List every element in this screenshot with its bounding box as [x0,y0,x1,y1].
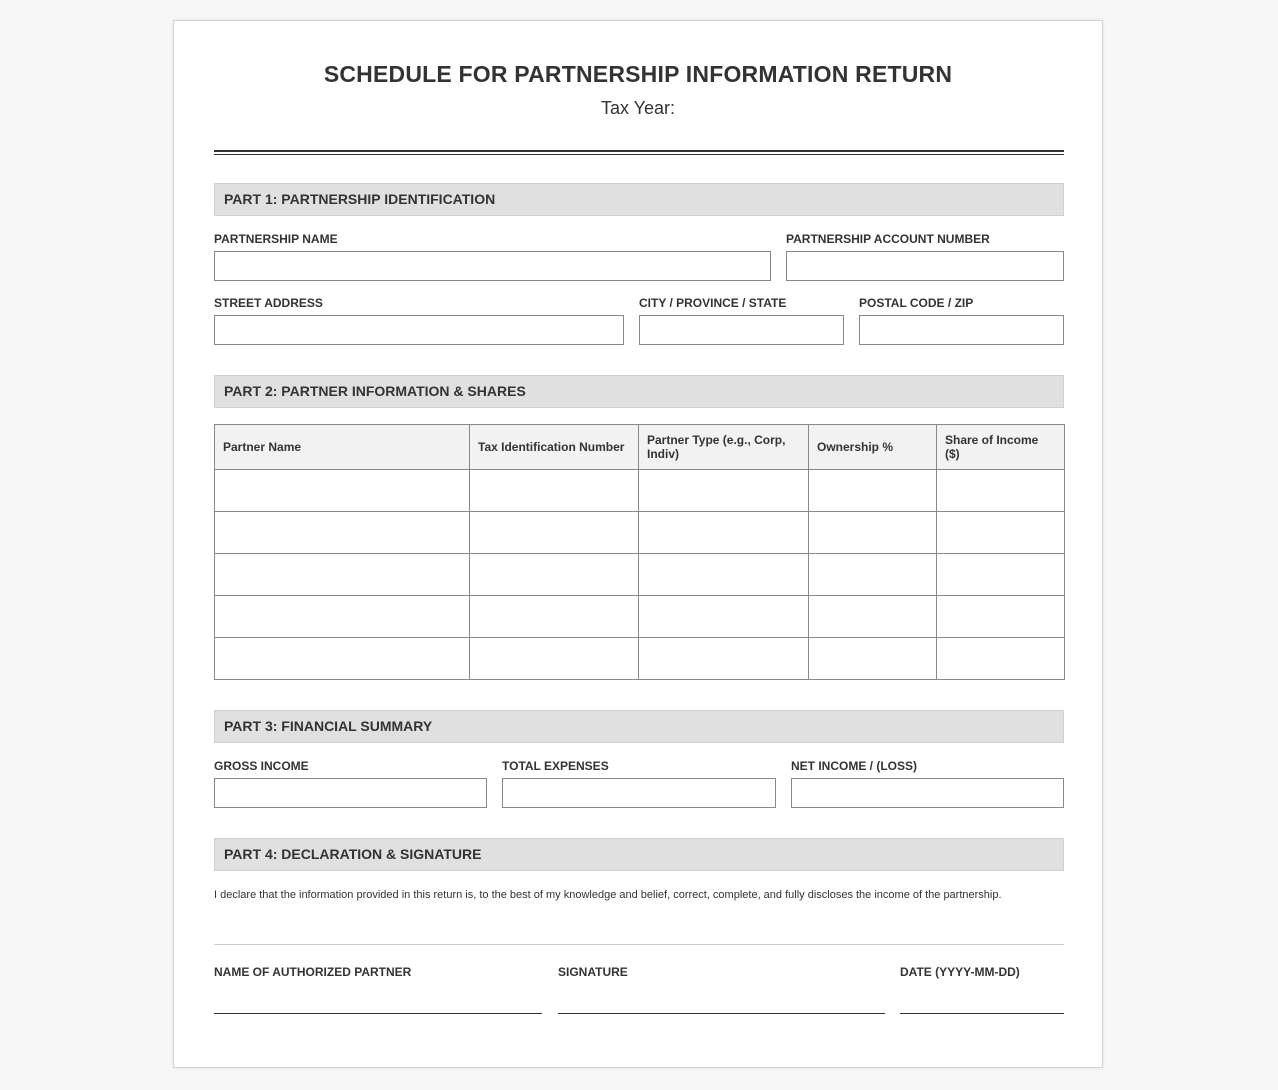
authorized-partner-name-line[interactable] [214,1013,542,1014]
table-row [215,638,1065,680]
table-cell[interactable] [639,512,809,554]
city-label: CITY / PROVINCE / STATE [639,296,787,310]
partnership-name-label: PARTNERSHIP NAME [214,232,338,246]
column-header-partner-type: Partner Type (e.g., Corp, Indiv) [639,425,809,470]
table-cell[interactable] [809,512,937,554]
signature-label: SIGNATURE [558,965,628,979]
account-number-field[interactable] [786,251,1064,281]
postal-code-label: POSTAL CODE / ZIP [859,296,974,310]
table-cell[interactable] [937,512,1065,554]
section-header-part2: PART 2: PARTNER INFORMATION & SHARES [214,375,1064,408]
signature-line[interactable] [558,1013,885,1014]
gross-income-field[interactable] [214,778,487,808]
header-double-rule [214,150,1064,155]
net-income-label: NET INCOME / (LOSS) [791,759,917,773]
tax-year-label: Tax Year: [600,98,676,118]
account-number-label: PARTNERSHIP ACCOUNT NUMBER [786,232,990,246]
table-row [215,554,1065,596]
city-field[interactable] [639,315,844,345]
table-row [215,596,1065,638]
table-cell[interactable] [215,512,470,554]
street-address-field[interactable] [214,315,624,345]
table-cell[interactable] [470,638,639,680]
table-cell[interactable] [639,470,809,512]
table-cell[interactable] [937,596,1065,638]
declaration-text: I declare that the information provided in this return is, to the best of my knowledge and belief, correct, complete, and fully discloses the income of the partnership. [214,889,1002,901]
total-expenses-label: TOTAL EXPENSES [502,759,609,773]
section-header-part1: PART 1: PARTNERSHIP IDENTIFICATION [214,183,1064,216]
gross-income-label: GROSS INCOME [214,759,309,773]
table-cell[interactable] [639,596,809,638]
table-cell[interactable] [809,596,937,638]
table-cell[interactable] [215,596,470,638]
partnership-name-field[interactable] [214,251,771,281]
date-label: DATE (YYYY-MM-DD) [900,965,1020,979]
table-cell[interactable] [639,638,809,680]
authorized-partner-name-label: NAME OF AUTHORIZED PARTNER [214,965,412,979]
column-header-tin: Tax Identification Number [470,425,639,470]
net-income-field[interactable] [791,778,1064,808]
table-cell[interactable] [809,638,937,680]
table-row [215,512,1065,554]
table-cell[interactable] [639,554,809,596]
form-sheet [173,20,1103,1068]
section-header-part4: PART 4: DECLARATION & SIGNATURE [214,838,1064,871]
table-cell[interactable] [937,638,1065,680]
table-cell[interactable] [809,554,937,596]
table-row [215,470,1065,512]
table-cell[interactable] [215,470,470,512]
table-cell[interactable] [470,512,639,554]
table-header-row [215,425,1065,470]
column-header-share-income: Share of Income ($) [937,425,1065,470]
table-cell[interactable] [470,470,639,512]
table-cell[interactable] [937,554,1065,596]
street-address-label: STREET ADDRESS [214,296,323,310]
form-title: SCHEDULE FOR PARTNERSHIP INFORMATION RETURN [323,61,953,87]
table-cell[interactable] [470,596,639,638]
total-expenses-field[interactable] [502,778,776,808]
partners-table [214,424,1065,680]
declaration-divider [214,944,1064,945]
table-cell[interactable] [470,554,639,596]
column-header-ownership: Ownership % [809,425,937,470]
table-cell[interactable] [215,554,470,596]
table-cell[interactable] [937,470,1065,512]
section-header-part3: PART 3: FINANCIAL SUMMARY [214,710,1064,743]
postal-code-field[interactable] [859,315,1064,345]
table-cell[interactable] [215,638,470,680]
table-cell[interactable] [809,470,937,512]
date-line[interactable] [900,1013,1064,1014]
column-header-partner-name: Partner Name [215,425,470,470]
